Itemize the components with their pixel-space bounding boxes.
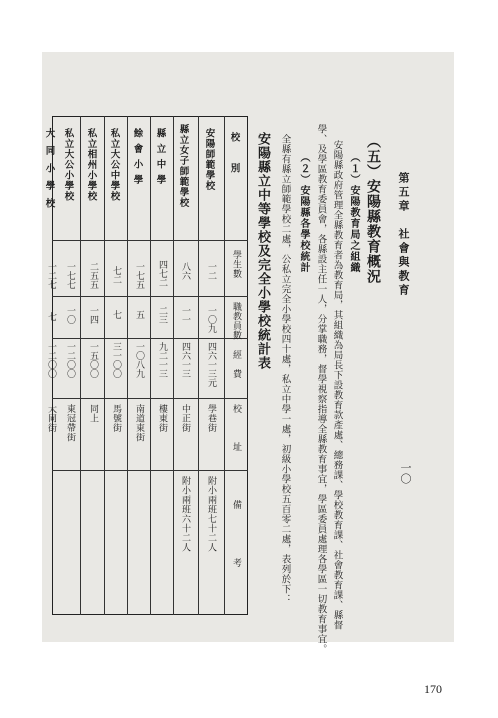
table-divider xyxy=(127,116,128,615)
header-students: 學生數 xyxy=(231,250,241,279)
row-staff: 二三 xyxy=(157,306,167,324)
row-address: 樓東街 xyxy=(157,404,167,433)
section-heading: （五）安陽縣教育概況 xyxy=(365,134,381,284)
row-funds: 九二一三 xyxy=(157,342,167,378)
table-divider xyxy=(150,116,151,615)
chapter-header: 第五章 社會與教育 xyxy=(397,172,410,298)
row-address: 中正街 xyxy=(180,404,190,433)
paragraph-line: 安陽縣政府管理全縣教育者為教育局，其組織為局長下設教育款產處、總務課、學校教育課、社會教育課、縣督 xyxy=(331,140,343,630)
row-school-name: 私立大公小學校 xyxy=(62,128,74,202)
row-address: 南道東街 xyxy=(134,404,144,442)
row-staff: 五 xyxy=(134,310,144,319)
row-school-name: 縣立中學 xyxy=(154,128,166,190)
paragraph-line: 全縣有縣立師範學校二處，公私立完全小學校四十處，私立中學一處，初級小學校五百零二處，表列於下： xyxy=(279,134,291,604)
row-funds: 四六一三 xyxy=(180,342,190,378)
row-staff: 一四 xyxy=(88,306,98,324)
paragraph-line: 學、及學區教育委員會，各縣設主任一人，分掌職務，督學視察指導全縣教育事宜，學區委員處理各學區一切教育事宜。 xyxy=(315,124,327,654)
header-remarks: 備 考 xyxy=(231,500,241,587)
table-divider xyxy=(52,398,248,399)
subsection-1-title: （１）安陽教育局之組織 xyxy=(348,152,359,273)
top-page-marker: 一〇 xyxy=(399,462,412,484)
table-divider xyxy=(52,338,248,339)
row-funds: 四六一三元 xyxy=(206,342,216,387)
row-students: 八六 xyxy=(180,262,190,280)
row-address: 馬號街 xyxy=(111,404,121,433)
row-remarks: 附小兩班六十二人 xyxy=(180,476,190,552)
header-school: 校 別 xyxy=(228,132,240,179)
table-divider xyxy=(80,116,81,615)
table-divider xyxy=(52,296,248,297)
row-staff: 一〇九 xyxy=(206,306,216,333)
table-divider xyxy=(52,470,248,471)
row-school-name: 縣立女子師範學校 xyxy=(177,124,189,208)
row-students: 四七二 xyxy=(157,260,167,287)
row-address: 同上 xyxy=(88,404,98,423)
header-funds: 經費 xyxy=(231,350,241,388)
row-students: 七二 xyxy=(111,266,121,284)
row-students: 二五五 xyxy=(88,262,98,289)
table-divider xyxy=(104,116,105,615)
table-title: 安陽縣立中等學校及完全小學校統計表 xyxy=(255,132,270,370)
row-staff: 一〇 xyxy=(65,306,75,324)
table-divider xyxy=(173,116,174,615)
row-address: 東冠帶街 xyxy=(65,404,75,442)
header-address: 校 址 xyxy=(231,404,241,461)
row-staff: 一一 xyxy=(180,306,190,324)
row-students: 一二 xyxy=(206,262,216,280)
row-students: 一二七 xyxy=(46,262,56,289)
table-divider xyxy=(198,116,199,615)
table-divider xyxy=(224,116,225,615)
row-address: 大同街 xyxy=(46,404,56,433)
row-school-name: 大同小學校 xyxy=(43,128,55,216)
table-divider xyxy=(52,240,248,241)
row-staff: 七 xyxy=(46,312,56,321)
row-students: 一七七 xyxy=(65,262,75,289)
header-staff: 職教員數 xyxy=(231,302,241,340)
row-school-name: 私立相州小學校 xyxy=(85,128,97,202)
row-staff: 七 xyxy=(111,310,121,319)
subsection-2-title: （２）安陽縣各學校統計 xyxy=(298,152,309,273)
page-number: 170 xyxy=(424,682,442,696)
row-funds: 三一〇〇 xyxy=(111,342,121,378)
row-school-name: 私立大公中學校 xyxy=(108,128,120,202)
row-funds: 一〇八九 xyxy=(134,342,144,378)
row-school-name: 安陽師範學校 xyxy=(203,128,215,191)
row-remarks: 附小兩班七十二人 xyxy=(206,476,216,552)
row-address: 學巷街 xyxy=(206,404,216,433)
row-funds: 一二〇〇 xyxy=(65,342,75,378)
row-students: 一七五 xyxy=(134,262,144,289)
row-funds: 一二〇〇 xyxy=(46,342,56,378)
row-funds: 一五〇〇 xyxy=(88,342,98,378)
row-school-name: 餘會小學 xyxy=(131,128,143,190)
